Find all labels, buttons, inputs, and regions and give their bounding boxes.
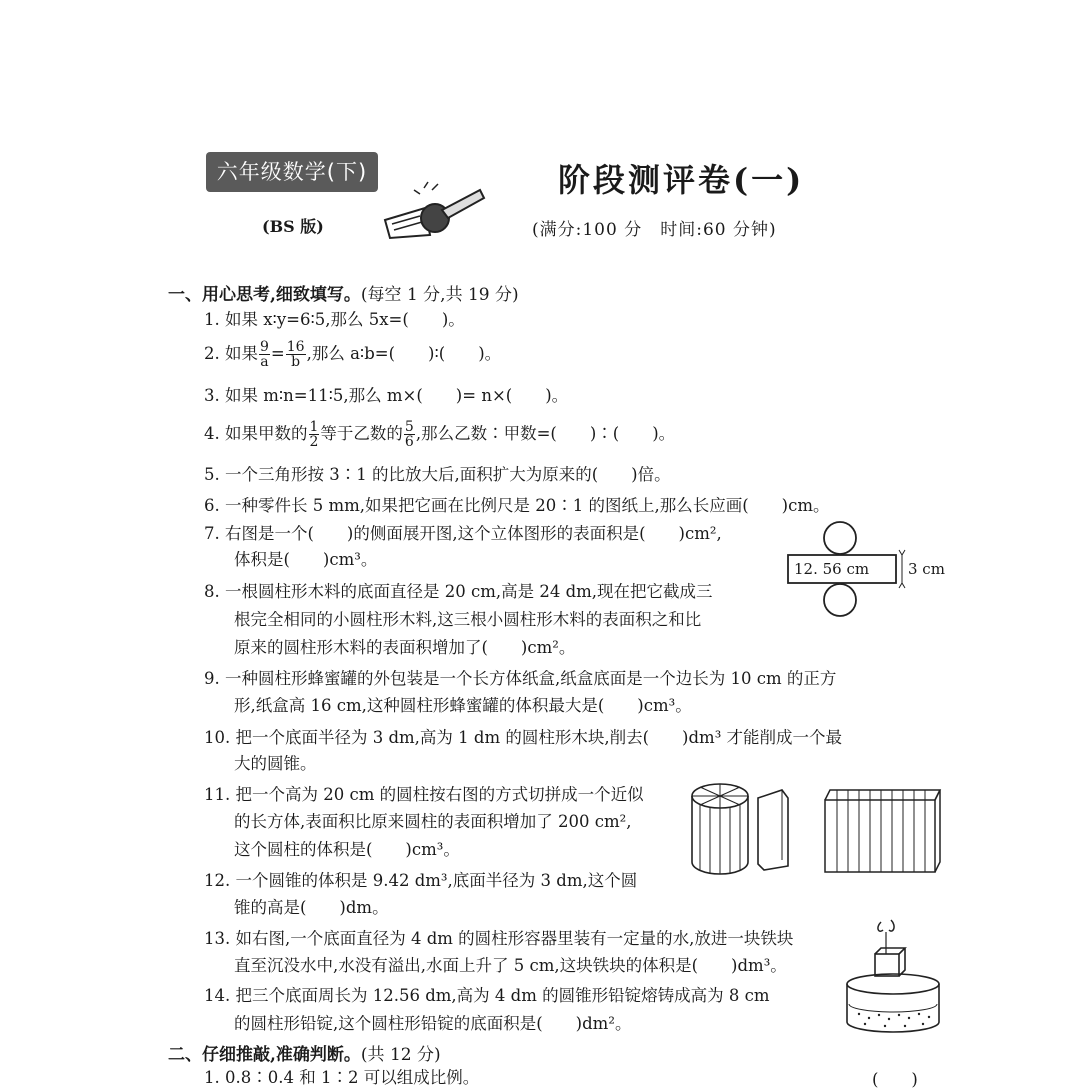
question-10-line-1: 10. 把一个底面半径为 3 dm,高为 1 dm 的圆柱形木块,削去( )dm³ 才能削成一个最 (204, 728, 843, 747)
water-container-figure (845, 918, 945, 1038)
question-12-line-2: 锥的高是( )dm。 (234, 898, 389, 917)
section-2-note: (共 12 分) (360, 1045, 441, 1065)
q2-f2-num: 16 (286, 339, 305, 355)
question-7-line-1: 7. 右图是一个( )的侧面展开图,这个立体图形的表面积是( )cm², (204, 524, 722, 543)
question-14-line-1: 14. 把三个底面周长为 12.56 dm,高为 4 dm 的圆锥形铅锭熔铸成高为 8 cm (204, 986, 770, 1005)
edition-label: (BS 版) (262, 217, 324, 236)
section-2-title: 二、仔细推敲,准确判断。 (168, 1045, 361, 1065)
question-8-line-2: 根完全相同的小圆柱形木料,这三根小圆柱形木料的表面积之和比 (234, 610, 702, 629)
question-13-line-1: 13. 如右图,一个底面直径为 4 dm 的圆柱形容器里装有一定量的水,放进一块铁块 (204, 929, 794, 948)
q4-f1-den: 2 (309, 434, 319, 450)
question-14-line-2: 的圆柱形铅锭,这个圆柱形铅锭的底面积是( )dm²。 (234, 1014, 632, 1033)
cylinder-cutting-figure (690, 780, 940, 880)
question-7-line-2: 体积是( )cm³。 (234, 550, 378, 569)
q4-text-a: 4. 如果甲数的 (204, 424, 308, 443)
question-9-line-2: 形,纸盒高 16 cm,这种圆柱形蜂蜜罐的体积最大是( )cm³。 (234, 696, 692, 715)
question-5: 5. 一个三角形按 3∶1 的比放大后,面积扩大为原来的( )倍。 (204, 465, 671, 484)
q2-f1-num: 9 (260, 339, 269, 355)
section-2-heading (168, 1040, 441, 1065)
question-8-line-3: 原来的圆柱形木料的表面积增加了( )cm²。 (234, 638, 576, 657)
question-3: 3. 如果 m∶n=11∶5,那么 m×( )= n×( )。 (204, 386, 569, 405)
section-1-title: 一、用心思考,细致填写。 (168, 285, 361, 305)
question-12-line-1: 12. 一个圆锥的体积是 9.42 dm³,底面半径为 3 dm,这个圆 (204, 871, 638, 890)
question-11-line-2: 的长方体,表面积比原来圆柱的表面积增加了 200 cm², (234, 812, 632, 831)
question-8-line-1: 8. 一根圆柱形木料的底面直径是 20 cm,高是 24 dm,现在把它截成三 (204, 582, 713, 601)
section-1-heading (168, 280, 519, 305)
section-2-question-1: 1. 0.8∶0.4 和 1∶2 可以组成比例。 (204, 1068, 480, 1087)
q2-eq: = (270, 344, 285, 363)
q4-f1-num: 1 (309, 419, 319, 435)
q2-f1-den: a (260, 354, 269, 370)
q2-text-b: ,那么 a∶b=( )∶( )。 (306, 344, 502, 363)
question-4 (204, 420, 675, 449)
q4-text-c: ,那么乙数∶甲数=( )∶( )。 (415, 424, 676, 443)
question-2 (204, 340, 501, 369)
question-10-line-2: 大的圆锥。 (234, 754, 317, 773)
q4-text-b: 等于乙数的 (320, 424, 403, 443)
grade-badge: 六年级数学(下) (206, 152, 378, 192)
figure-7-width-label: 12. 56 cm (794, 560, 870, 578)
q2-text-a: 2. 如果 (204, 344, 258, 363)
question-11-line-3: 这个圆柱的体积是( )cm³。 (234, 840, 460, 859)
q2-fraction-1 (259, 340, 270, 369)
question-9-line-1: 9. 一种圆柱形蜂蜜罐的外包装是一个长方体纸盒,纸盒底面是一个边长为 10 cm 的正方 (204, 669, 837, 688)
q2-fraction-2 (286, 340, 306, 369)
section-1-note: (每空 1 分,共 19 分) (360, 285, 519, 305)
question-1: 1. 如果 x∶y=6∶5,那么 5x=( )。 (204, 310, 465, 329)
q4-f2-den: 6 (404, 434, 414, 450)
exam-meta: (满分:100 分 时间:60 分钟) (532, 220, 777, 240)
question-11-line-1: 11. 把一个高为 20 cm 的圆柱按右图的方式切拼成一个近似 (204, 785, 644, 804)
q2-f2-den: b (291, 354, 301, 370)
answer-paren: ( ) (872, 1070, 918, 1089)
student-writing-illustration (380, 180, 500, 240)
q4-f2-num: 5 (404, 419, 414, 435)
question-13-line-2: 直至沉没水中,水没有溢出,水面上升了 5 cm,这块铁块的体积是( )dm³。 (234, 956, 787, 975)
q4-fraction-1 (309, 420, 320, 449)
figure-7-height-label: 3 cm (908, 560, 945, 578)
question-6: 6. 一种零件长 5 mm,如果把它画在比例尺是 20∶1 的图纸上,那么长应画( )cm。 (204, 496, 830, 515)
page-title: 阶段测评卷(一) (558, 161, 805, 199)
q4-fraction-2 (404, 420, 415, 449)
